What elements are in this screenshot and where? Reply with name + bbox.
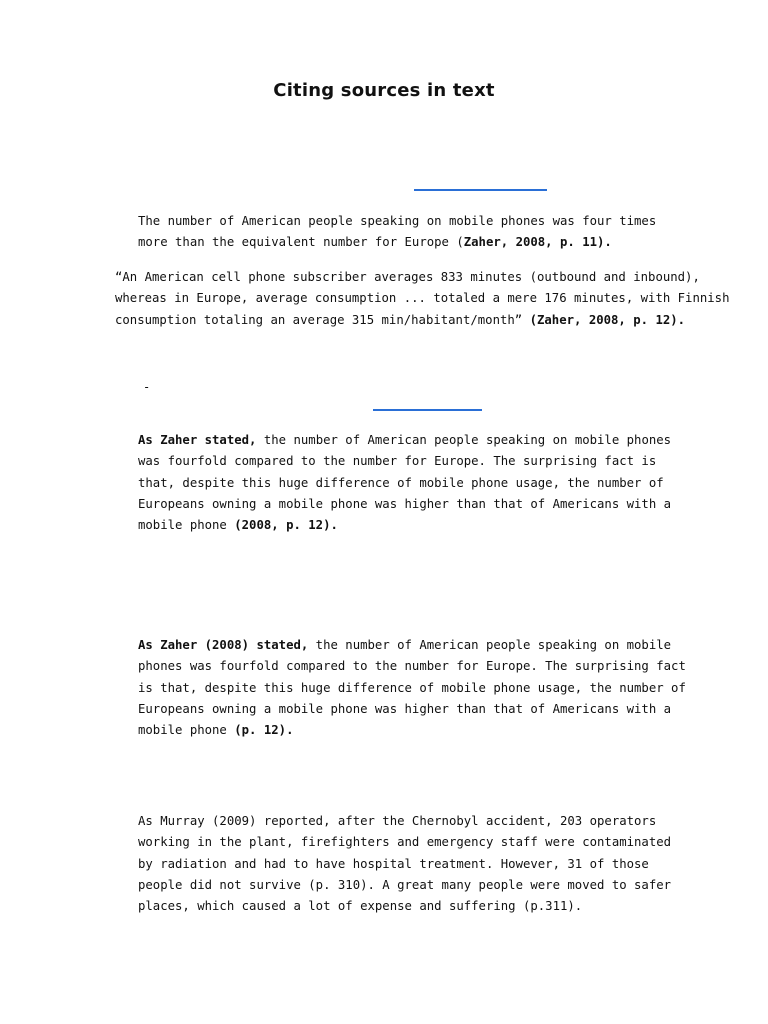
paragraph-2-line-3 <box>115 310 729 331</box>
paragraph-4-line-5-text: mobile phone <box>138 723 235 738</box>
paragraph-4-line-5 <box>138 720 686 741</box>
paragraph-4-lead: As Zaher (2008) stated, <box>138 638 309 652</box>
paragraph-4-line-3: is that, despite this huge difference of mobile phone usage, the number of <box>138 680 686 695</box>
paragraph-2-quote <box>115 267 729 331</box>
paragraph-5-line-5: places, which caused a lot of expense and suffering (p.311). <box>138 899 583 914</box>
paragraph-3-line-3: that, despite this huge difference of mobile phone usage, the number of <box>138 475 664 490</box>
paragraph-5-line-3: by radiation and had to have hospital treatment. However, 31 of those <box>138 856 649 871</box>
paragraph-2-line-3-text: consumption totaling an average 315 min/habitant/month” <box>115 312 530 327</box>
paragraph-4-line-2: phones was fourfold compared to the number for Europe. The surprising fact <box>138 659 686 674</box>
paragraph-1-line-2-text: more than the equivalent number for Europe ( <box>138 235 464 250</box>
paragraph-1-line-2 <box>138 232 656 253</box>
paragraph-2-line-1: “An American cell phone subscriber averages 833 minutes (outbound and inbound), <box>115 270 700 284</box>
paragraph-4-line-1-text: the number of American people speaking on mobile <box>308 638 672 652</box>
paragraph-4 <box>138 635 686 741</box>
link-underline-2[interactable] <box>373 409 482 411</box>
paragraph-2-line-2: whereas in Europe, average consumption ... totaled a mere 176 minutes, with Finnish <box>115 291 730 306</box>
paragraph-5 <box>138 811 671 917</box>
paragraph-5-line-1: As Murray (2009) reported, after the Chernobyl accident, 203 operators <box>138 814 657 828</box>
paragraph-4-citation: (p. 12). <box>234 723 294 738</box>
paragraph-3-line-1 <box>138 430 671 451</box>
link-underline-1[interactable] <box>414 189 547 191</box>
paragraph-3-lead: As Zaher stated, <box>138 433 257 447</box>
paragraph-1-line-1: The number of American people speaking on mobile phones was four times <box>138 214 657 228</box>
paragraph-3-line-5-text: mobile phone <box>138 518 235 533</box>
paragraph-3-line-1-text: the number of American people speaking on mobile phones <box>256 433 672 447</box>
list-dash: - <box>143 380 151 394</box>
paragraph-4-line-1 <box>138 635 686 656</box>
paragraph-1-citation: Zaher, 2008, p. 11). <box>463 235 612 250</box>
paragraph-3 <box>138 430 671 536</box>
paragraph-1 <box>138 211 656 254</box>
paragraph-2-citation: (Zaher, 2008, p. 12). <box>529 312 686 327</box>
paragraph-5-line-2: working in the plant, firefighters and emergency staff were contaminated <box>138 835 672 850</box>
paragraph-4-line-4: Europeans owning a mobile phone was higher than that of Americans with a <box>138 701 672 716</box>
paragraph-3-line-4: Europeans owning a mobile phone was higher than that of Americans with a <box>138 496 672 511</box>
paragraph-5-line-4: people did not survive (p. 310). A great many people were moved to safer <box>138 877 672 892</box>
paragraph-3-line-2: was fourfold compared to the number for Europe. The surprising fact is <box>138 454 657 469</box>
paragraph-3-line-5 <box>138 515 671 536</box>
paragraph-3-citation: (2008, p. 12). <box>234 518 338 533</box>
page-title: Citing sources in text <box>273 80 495 101</box>
